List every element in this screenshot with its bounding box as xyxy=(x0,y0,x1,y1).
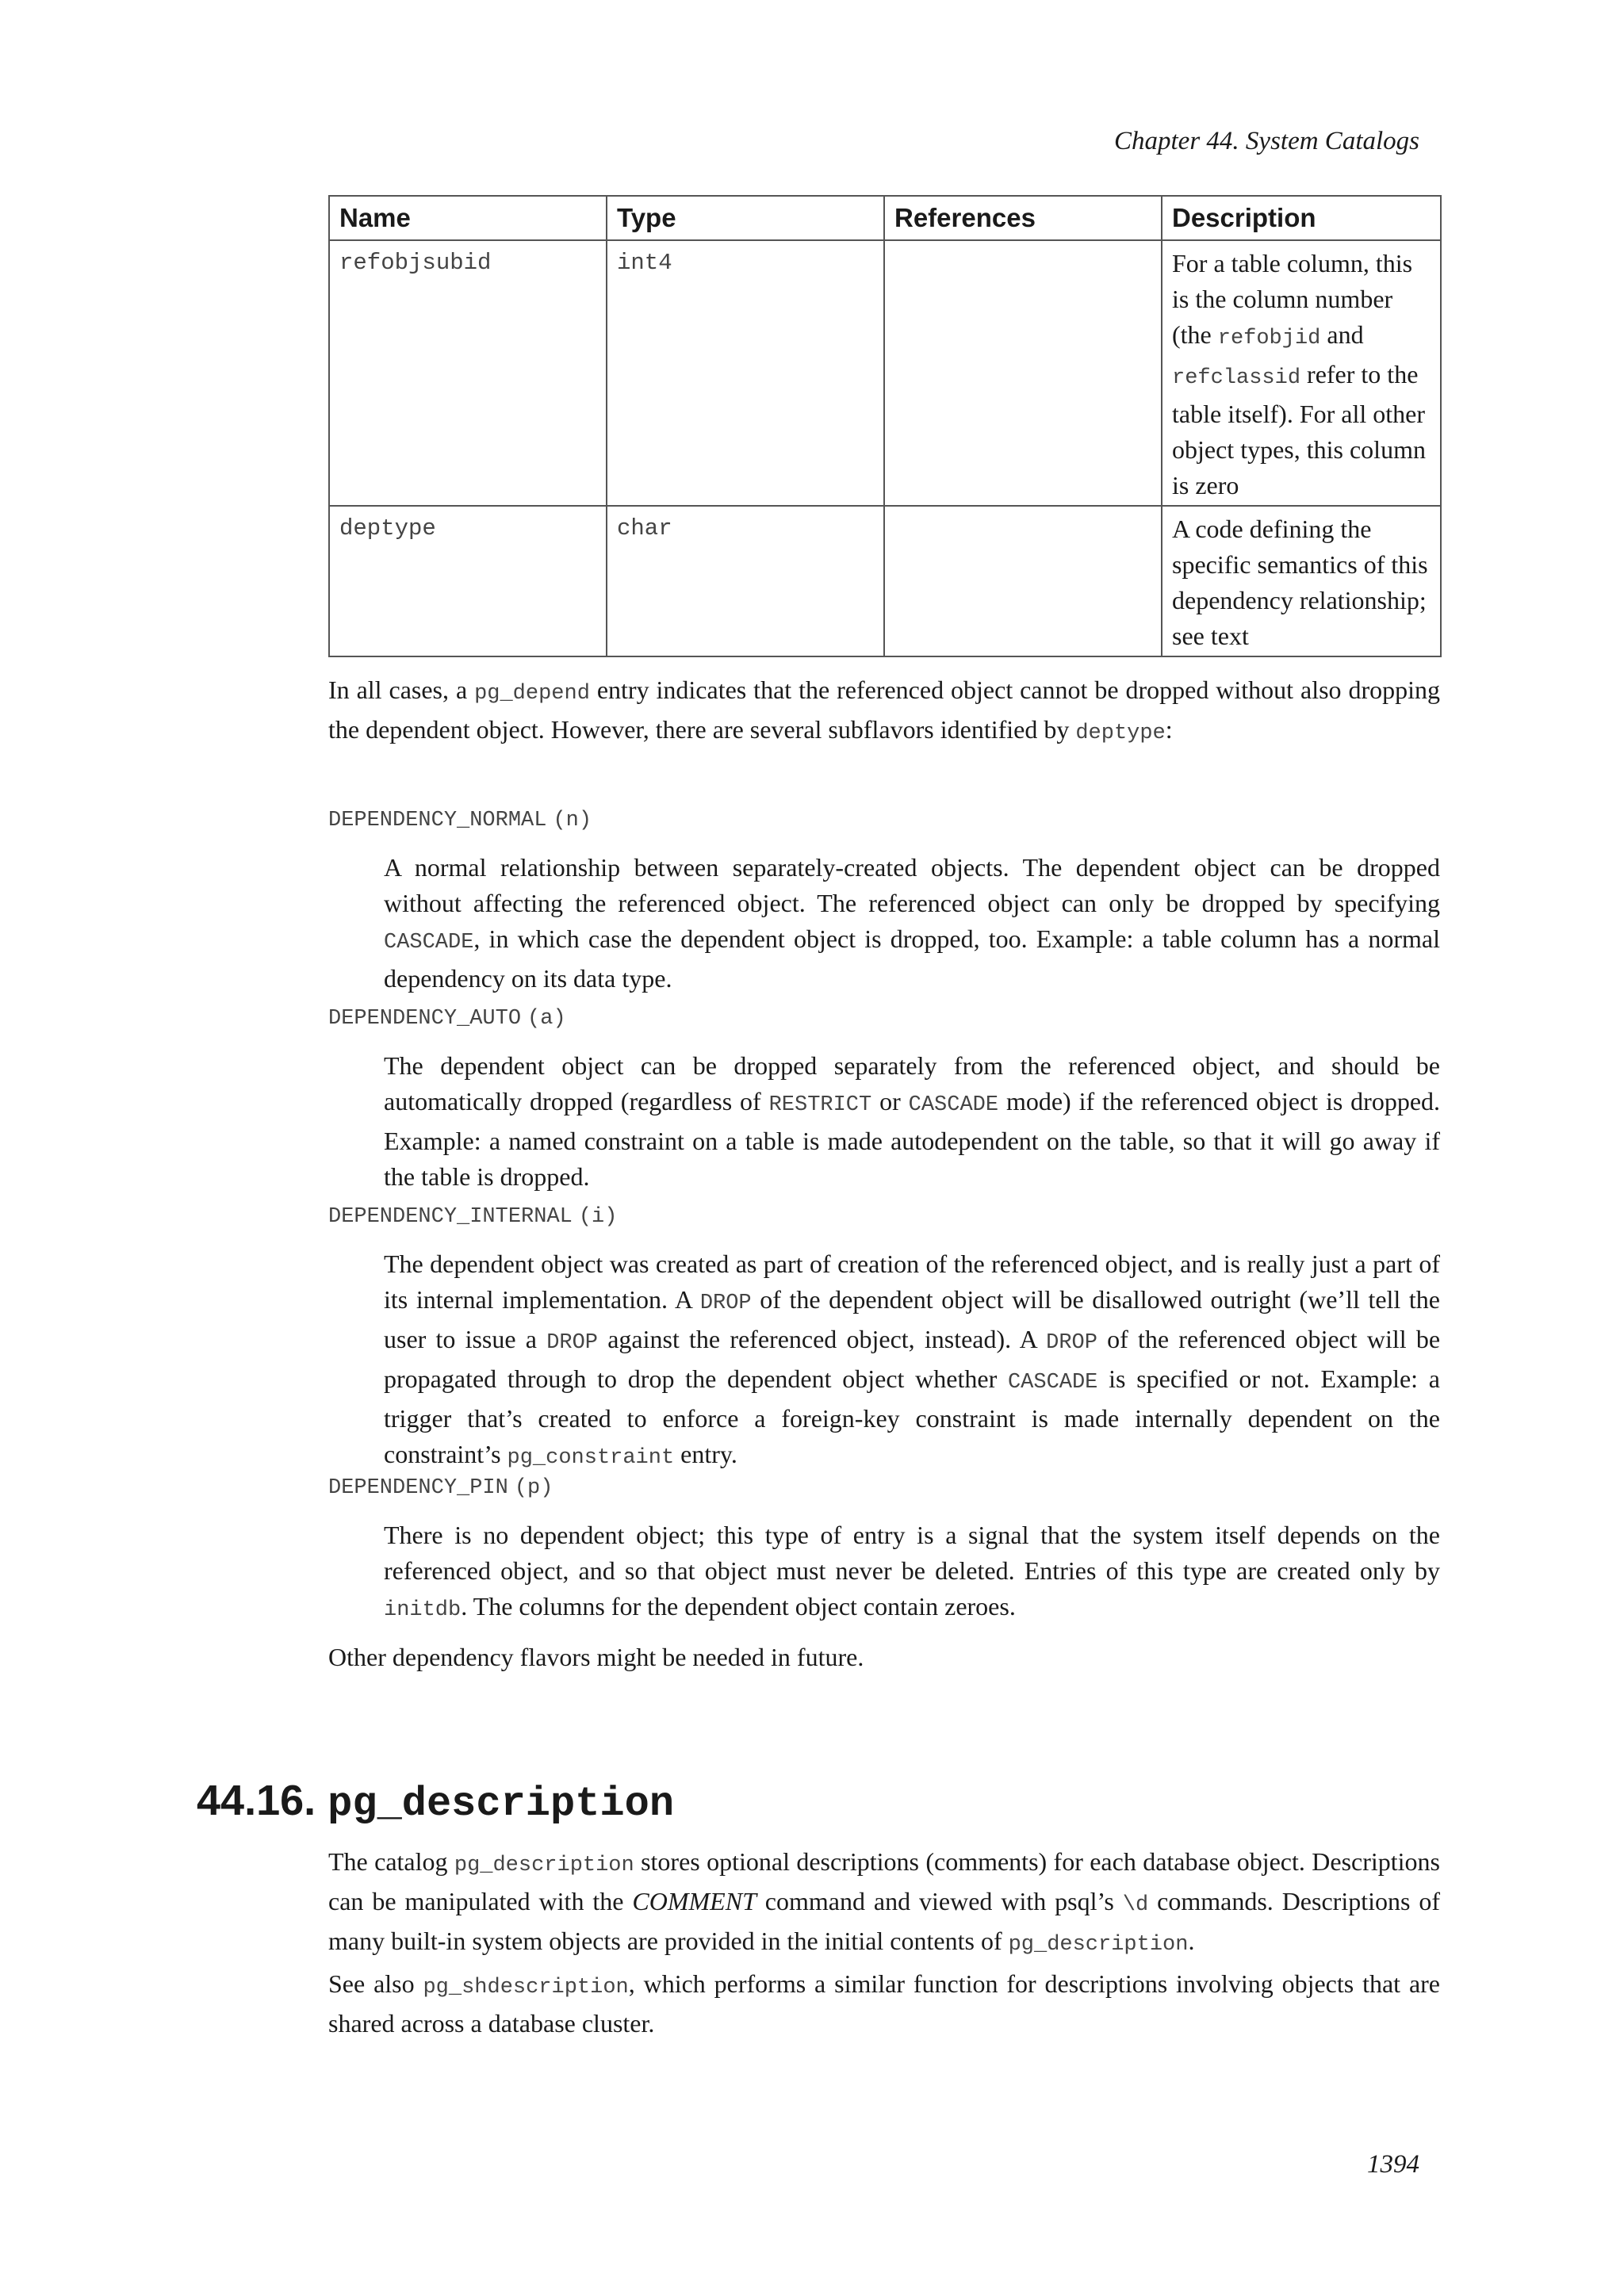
flavor-def-internal xyxy=(384,1246,1440,1476)
column-header-type: Type xyxy=(607,196,884,240)
term-code: (i) xyxy=(578,1205,618,1229)
cell-description: A code defining the specific semantics of this dependency relationship; see text xyxy=(1162,506,1441,656)
table-row xyxy=(329,506,1441,656)
desc-text: and xyxy=(1320,320,1364,349)
flavor-term-auto xyxy=(328,1001,566,1031)
text-run: entry indicates that the referenced object cannot be dropped without also dropping the dependent object. However, there are several subflavors identified by xyxy=(328,675,1441,744)
text-run: of the dependent object will be disallowed outright (we’ll tell the user to issue a xyxy=(384,1285,1441,1353)
running-header: Chapter 44. System Catalogs xyxy=(1114,127,1419,155)
term-name: DEPENDENCY_NORMAL xyxy=(328,809,547,832)
text-run: In all cases, a xyxy=(328,675,475,704)
text-run: . xyxy=(1188,1927,1195,1955)
term-name: DEPENDENCY_PIN xyxy=(328,1476,508,1500)
text-run: or xyxy=(871,1087,909,1115)
desc-text: refer to the table itself). For all other object types, this column is zero xyxy=(1172,360,1426,499)
code-run: pg_description xyxy=(454,1854,634,1877)
page-number: 1394 xyxy=(1367,2150,1419,2179)
text-run: A normal relationship between separately-created objects. The dependent object can be dropped without affecting the referenced object. The referenced object can only be dropped by specifying xyxy=(384,853,1440,917)
cell-description xyxy=(1162,240,1441,506)
code-run: initdb xyxy=(384,1598,462,1622)
text-run: of the referenced object will be propagated through to drop the dependent object whether xyxy=(384,1325,1441,1393)
text-run: command and viewed with psql’s xyxy=(756,1887,1123,1915)
cell-type: int4 xyxy=(607,240,884,506)
catalog-columns-table xyxy=(328,195,1442,657)
text-run: See also xyxy=(328,1969,423,1998)
text-run: is specified or not. Example: a trigger that’s created to enforce a foreign-key constraint is made internally dependent on the constraint’s xyxy=(384,1364,1441,1468)
text-run: stores optional descriptions (comments) for each database object. Descriptions can be manipulated with the xyxy=(328,1847,1441,1915)
section-heading xyxy=(197,1776,674,1827)
flavor-term-pin xyxy=(328,1470,553,1500)
desc-code: refclassid xyxy=(1172,366,1301,390)
column-header-name: Name xyxy=(329,196,607,240)
code-run: CASCADE xyxy=(384,931,474,955)
text-run: The dependent object was created as part of creation of the referenced object, and is really just a part of its internal implementation. A xyxy=(384,1249,1440,1314)
code-run: DROP xyxy=(1046,1331,1097,1355)
code-run: deptype xyxy=(1075,721,1166,745)
column-header-description: Description xyxy=(1162,196,1441,240)
flavor-def-auto xyxy=(384,1048,1440,1195)
code-run: pg_depend xyxy=(474,682,590,706)
cell-references xyxy=(884,240,1162,506)
cell-type: char xyxy=(607,506,884,656)
cell-references xyxy=(884,506,1162,656)
flavor-term-normal xyxy=(328,802,592,832)
cell-name: refobjsubid xyxy=(329,240,607,506)
text-run: . The columns for the dependent object contain zeroes. xyxy=(461,1592,1016,1621)
flavor-def-normal xyxy=(384,850,1440,997)
desc-text: For a table column, this is the column number (the xyxy=(1172,249,1413,349)
command-name: COMMENT xyxy=(632,1887,756,1915)
code-run: pg_constraint xyxy=(507,1446,675,1470)
text-run: There is no dependent object; this type of entry is a signal that the system itself depends on the referenced object, and so that object must never be deleted. Entries of this type are created only by xyxy=(384,1521,1440,1585)
cell-name: deptype xyxy=(329,506,607,656)
code-run: DROP xyxy=(699,1292,752,1315)
table-header-row xyxy=(329,196,1441,240)
term-name: DEPENDENCY_AUTO xyxy=(328,1007,522,1031)
section-title: pg_description xyxy=(327,1781,675,1827)
text-run: against the referenced object, instead). A xyxy=(598,1325,1047,1353)
term-name: DEPENDENCY_INTERNAL xyxy=(328,1205,573,1229)
code-run: RESTRICT xyxy=(768,1093,872,1117)
text-run: commands. Descriptions of many built-in system objects are provided in the initial contents of xyxy=(328,1887,1441,1955)
term-code: (p) xyxy=(514,1476,553,1500)
intro-paragraph xyxy=(328,672,1440,752)
text-run: The catalog xyxy=(328,1847,454,1876)
see-also-paragraph xyxy=(328,1966,1440,2042)
code-run: CASCADE xyxy=(1007,1371,1098,1395)
section-number: 44.16. xyxy=(197,1777,316,1824)
other-flavors-paragraph: Other dependency flavors might be needed in future. xyxy=(328,1643,864,1671)
text-run: The dependent object can be dropped separately from the referenced object, and should be automatically dropped (regardless of xyxy=(384,1051,1440,1115)
text-run: entry. xyxy=(674,1440,737,1468)
flavor-term-internal xyxy=(328,1199,617,1229)
code-run: pg_description xyxy=(1008,1933,1189,1957)
term-code: (n) xyxy=(553,809,592,832)
code-run: \d xyxy=(1122,1893,1149,1917)
description-paragraph xyxy=(328,1844,1440,1963)
table-row xyxy=(329,240,1441,506)
desc-code: refobjid xyxy=(1217,327,1321,350)
text-run: : xyxy=(1165,715,1173,744)
text-run: , in which case the dependent object is dropped, too. Example: a table column has a normal dependency on its data type. xyxy=(384,924,1440,993)
column-header-references: References xyxy=(884,196,1162,240)
term-code: (a) xyxy=(527,1007,566,1031)
code-run: pg_shdescription xyxy=(423,1976,629,1999)
text-run: , which performs a similar function for descriptions involving objects that are shared across a database cluster. xyxy=(328,1969,1441,2038)
code-run: CASCADE xyxy=(908,1093,999,1117)
flavor-def-pin xyxy=(384,1517,1440,1628)
text-run: mode) if the referenced object is dropped. Example: a named constraint on a table is made autodependent on the table, so that it will go away if the table is dropped. xyxy=(384,1087,1441,1191)
code-run: DROP xyxy=(546,1331,598,1355)
